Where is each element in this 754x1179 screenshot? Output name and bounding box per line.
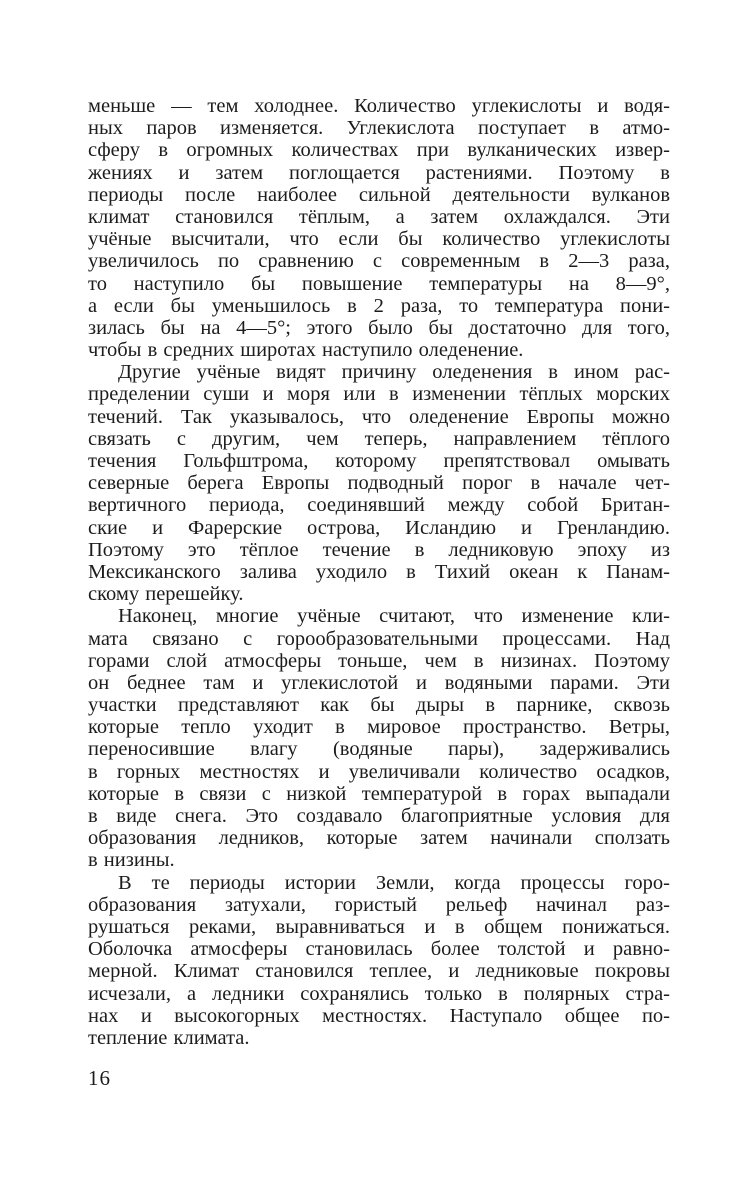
text-line: то наступило бы повышение температуры на 8—9°,: [88, 272, 670, 295]
text-line: которые в связи с низкой температурой в горах выпадали: [88, 782, 670, 805]
text-line: вертичного периода, соединявший между собой Британ-: [88, 494, 670, 517]
text-line: зилась бы на 4—5°; этого было бы достаточно для того,: [88, 316, 670, 339]
text-line: Мексиканского залива уходило в Тихий океан к Панам-: [88, 560, 670, 583]
text-line: ных паров изменяется. Углекислота поступает в атмо-: [88, 117, 670, 140]
text-line: Поэтому это тёплое течение в ледниковую эпоху из: [88, 538, 670, 561]
text-line: а если бы уменьшилось в 2 раза, то температура пони-: [88, 294, 670, 317]
text-line: сферу в огромных количествах при вулканических извер-: [88, 139, 670, 162]
body-text: [88, 95, 670, 1049]
text-line: учёные высчитали, что если бы количество углекислоты: [88, 228, 670, 251]
text-line: образования затухали, гористый рельеф начинал раз-: [88, 893, 670, 916]
text-line: Оболочка атмосферы становилась более толстой и равно-: [88, 938, 670, 961]
text-line: в виде снега. Это создавало благоприятные условия для: [88, 805, 670, 827]
text-line: образования ледников, которые затем начинали сползать: [88, 827, 670, 850]
text-line: переносившие влагу (водяные пары), задерживались: [88, 738, 670, 761]
text-line: пределении суши и моря или в изменении тёплых морских: [88, 383, 670, 406]
text-line: климат становился тёплым, а затем охлаждался. Эти: [88, 205, 670, 228]
text-line: в горных местностях и увеличивали количество осадков,: [88, 760, 670, 783]
text-line: жениях и затем поглощается растениями. Поэтому в: [88, 161, 670, 184]
text-line: меньше — тем холоднее. Количество углекислоты и водя-: [88, 95, 670, 117]
text-line: мата связано с горообразовательными процессами. Над: [88, 627, 670, 650]
text-line: Другие учёные видят причину оледенения в ином рас-: [118, 361, 670, 384]
text-line: скому перешейку.: [88, 583, 244, 606]
text-line: горами слой атмосферы тоньше, чем в низинах. Поэтому: [88, 649, 670, 672]
text-line: участки представляют как бы дыры в парнике, сквозь: [88, 694, 670, 717]
text-line: рушаться реками, выравниваться и в общем понижаться.: [88, 915, 670, 938]
text-line: тепление климата.: [88, 1026, 250, 1049]
text-line: течения Гольфштрома, которому препятствовал омывать: [88, 450, 670, 472]
text-line: которые тепло уходит в мировое пространство. Ветры,: [88, 716, 670, 739]
text-line: чтобы в средних широтах наступило оледенение.: [88, 339, 524, 362]
text-line: связать с другим, чем теперь, направлением тёплого: [88, 427, 670, 450]
text-line: он беднее там и углекислотой и водяными парами. Эти: [88, 671, 670, 694]
text-line: в низины.: [88, 849, 175, 872]
text-line: периоды после наиболее сильной деятельности вулканов: [88, 183, 670, 206]
text-line: северные берега Европы подводный порог в начале чет-: [88, 472, 670, 495]
text-line: В те периоды истории Земли, когда процессы горо-: [118, 871, 670, 894]
text-line: ские и Фарерские острова, Исландию и Гренландию.: [88, 516, 670, 539]
page-number: 16: [88, 1066, 111, 1090]
text-line: Наконец, многие учёные считают, что изменение кли-: [118, 605, 670, 628]
text-line: нах и высокогорных местностях. Наступало общее по-: [88, 1004, 670, 1027]
text-line: мерной. Климат становился теплее, и ледниковые покровы: [88, 960, 670, 983]
text-line: исчезали, а ледники сохранялись только в полярных стра-: [88, 982, 670, 1005]
text-line: течений. Так указывалось, что оледенение Европы можно: [88, 405, 670, 428]
text-line: увеличилось по сравнению с современным в 2—3 раза,: [88, 250, 670, 273]
